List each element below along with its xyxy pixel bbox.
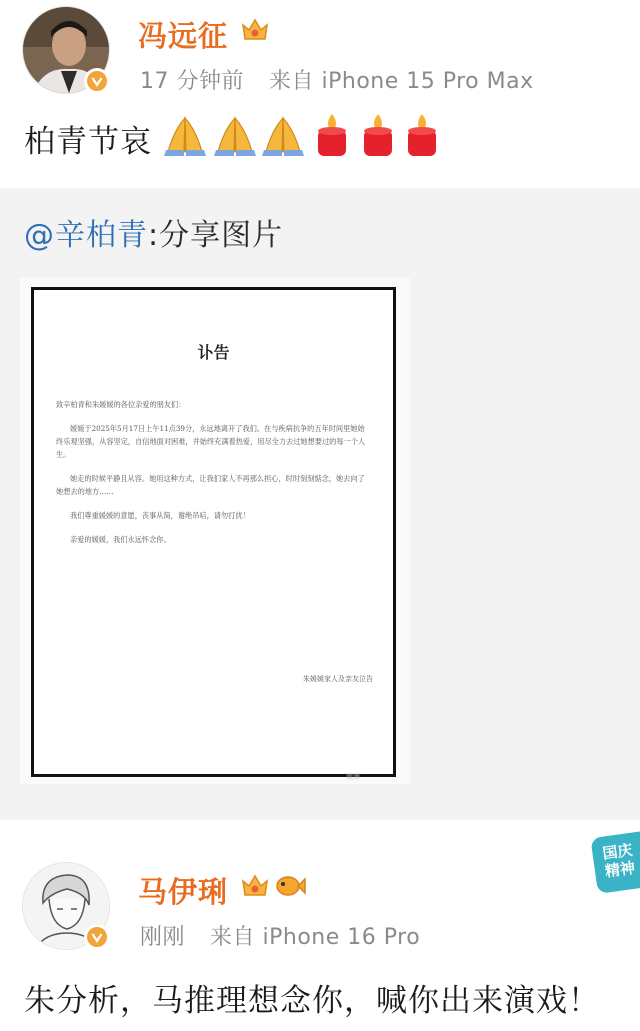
weibo-post-ma xyxy=(0,820,640,1031)
post-time: 刚刚 xyxy=(140,925,186,950)
notice-paragraph: 致辛柏青和朱媛媛的各位亲爱的朋友们： xyxy=(56,400,186,409)
candle-emoji-icon xyxy=(358,112,398,162)
obituary-notice xyxy=(31,287,396,777)
weibo-post-feng xyxy=(0,0,640,188)
mention-link[interactable]: @辛柏青 xyxy=(24,218,148,253)
repost-image[interactable] xyxy=(20,278,410,784)
post-time: 17 分钟前 xyxy=(140,69,244,94)
username[interactable]: 冯远征 xyxy=(138,19,229,53)
pray-emoji-icon xyxy=(162,112,208,162)
image-watermark: 微博 xyxy=(346,773,360,781)
crown-badge-icon xyxy=(240,16,270,44)
verified-badge-icon xyxy=(84,924,110,950)
crown-badge-icon xyxy=(240,872,270,900)
pray-emoji-icon xyxy=(260,112,306,162)
post-meta xyxy=(140,64,534,95)
post-text: 柏青节哀 xyxy=(24,124,152,160)
notice-signature: 朱媛媛家人及亲友泣告 xyxy=(303,675,373,683)
verified-badge-icon xyxy=(84,68,110,94)
notice-title: 讣告 xyxy=(197,343,230,362)
notice-paragraph: 我们尊重媛媛的意愿，丧事从简，谢绝吊唁，请勿打扰！ xyxy=(70,511,250,520)
repost-card[interactable] xyxy=(0,188,640,820)
candle-emoji-icon xyxy=(402,112,442,162)
post-text: 朱分析，马推理想念你，喊你出来演戏！ xyxy=(24,983,600,1019)
fish-badge-icon xyxy=(274,872,306,900)
username[interactable]: 马伊琍 xyxy=(138,875,229,909)
pray-emoji-icon xyxy=(212,112,258,162)
post-source: 来自 iPhone 16 Pro xyxy=(210,925,421,950)
repost-caption: :分享图片 xyxy=(148,218,284,253)
promo-sticker[interactable] xyxy=(590,830,640,894)
notice-body xyxy=(56,398,371,557)
post-source: 来自 iPhone 15 Pro Max xyxy=(269,69,534,94)
notice-paragraph: 亲爱的媛媛，我们永远怀念你。 xyxy=(70,535,171,544)
notice-paragraph: 她走的时候平静且从容。她用这种方式，让我们家人不再那么担心，时时刻刻惦念，她去向了她想去的地方…… xyxy=(56,474,365,496)
repost-header xyxy=(24,210,283,254)
promo-sticker-text: 国庆 精神 xyxy=(601,840,637,881)
notice-paragraph: 媛媛于2025年5月17日上午11点39分，永远地离开了我们。在与疾病抗争的五年时间里她始终乐观坚强，从容坚定，自信地面对困难，并始终充满着热爱，用尽全力去过她想要过的每一个人生。 xyxy=(56,424,366,459)
post-meta xyxy=(140,920,420,951)
candle-emoji-icon xyxy=(312,112,352,162)
